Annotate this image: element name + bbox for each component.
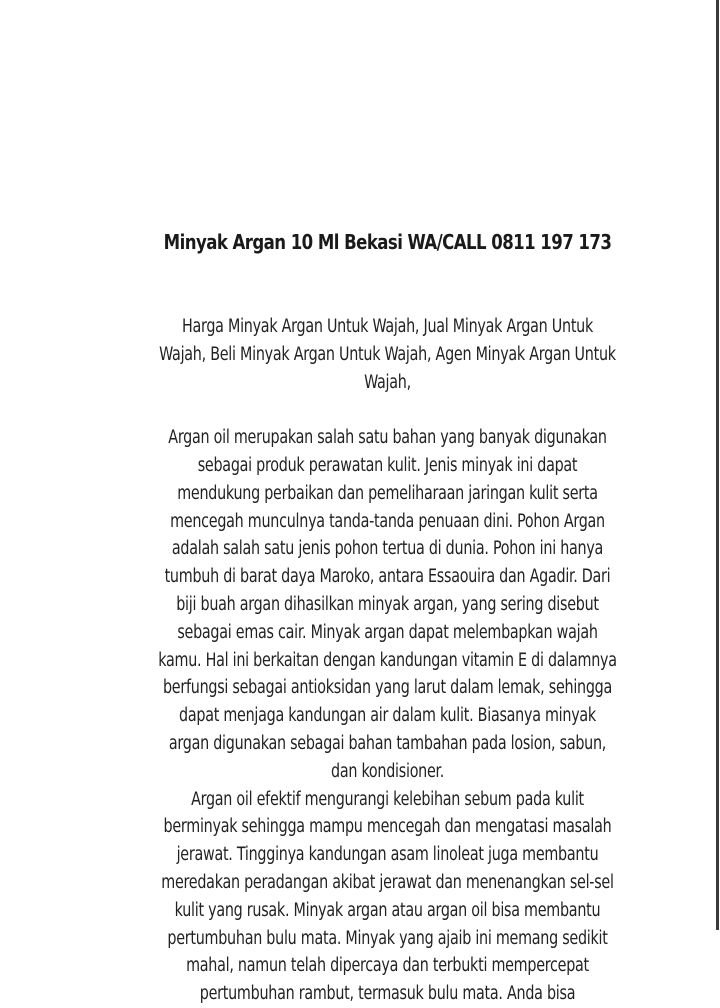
keywords-paragraph: Harga Minyak Argan Untuk Wajah, Jual Minyak Argan Untuk Wajah, Beli Minyak Argan Untuk Wajah, Agen Minyak Argan Untuk Wajah, [159,316,616,393]
document-body [120,313,655,1008]
page-title: Minyak Argan 10 Ml Bekasi WA/CALL 0811 197 173 [163,230,612,254]
page-edge-divider [716,0,719,930]
paragraph-argan-intro: Argan oil merupakan salah satu bahan yang banyak digunakan sebagai produk perawatan kulit. Jenis minyak ini dapat mendukung perbaikan dan pemeliharaan jaringan kulit serta mencegah munculnya tanda-tanda penuaan dini. Pohon Argan adalah salah satu jenis pohon tertua di dunia. Pohon ini hanya tumbuh di barat daya Maroko, antara Essaouira dan Agadir. Dari biji buah argan dihasilkan minyak argan, yang sering disebut sebagai emas cair. Minyak argan dapat melembapkan wajah kamu. Hal ini berkaitan dengan kandungan vitamin E di dalamnya berfungsi sebagai antioksidan yang larut dalam lemak, sehingga dapat menjaga kandungan air dalam kulit. Biasanya minyak argan digunakan sebagai bahan tambahan pada losion, sabun, dan kondisioner. [158,427,617,782]
paragraph-argan-benefits: Argan oil efektif mengurangi kelebihan sebum pada kulit berminyak sehingga mampu mencegah dan mengatasi masalah jerawat. Tingginya kandungan asam linoleat juga membantu meredakan peradangan akibat jerawat dan menenangkan sel-sel kulit yang rusak. Minyak argan atau argan oil bisa membantu pertumbuhan bulu mata. Minyak yang ajaib ini memang sedikit mahal, namun telah dipercaya dan terbukti mempercepat pertumbuhan rambut, termasuk bulu mata. Anda bisa [161,788,614,1005]
paragraph-gap [120,396,655,424]
